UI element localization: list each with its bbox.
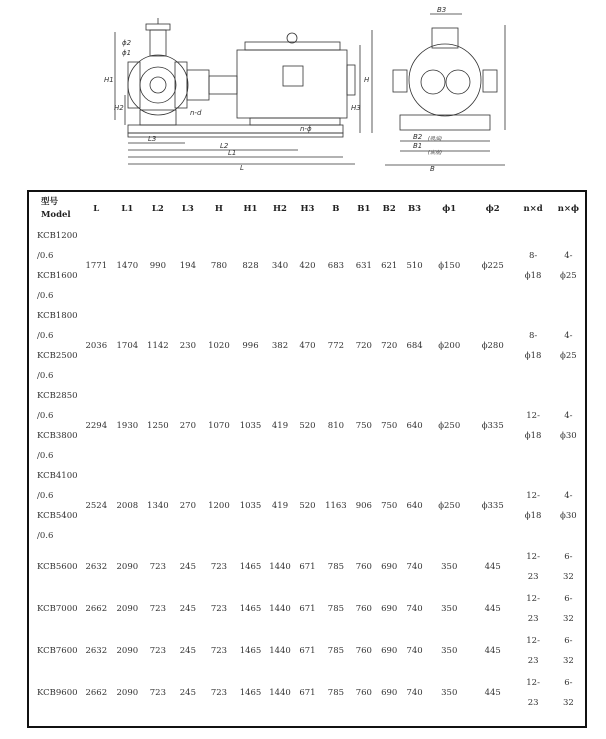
value-cell: 245	[179, 688, 196, 698]
value-cell: 1020	[208, 341, 230, 351]
value-cell: 690	[381, 562, 398, 572]
value-cell: 350	[441, 646, 458, 656]
header-col: B1	[357, 204, 371, 214]
value-cell: 350	[441, 562, 458, 572]
value-cell: 1930	[116, 421, 139, 431]
value-cell: 2090	[116, 646, 139, 656]
value-cell: 671	[299, 646, 316, 656]
value-cell: 350	[441, 604, 458, 614]
value-cell: 740	[406, 646, 423, 656]
model-cell	[29, 226, 81, 306]
label-b1-note: (底座)	[428, 150, 442, 156]
value-cell: 350	[441, 688, 458, 698]
nd-cell	[514, 306, 551, 386]
nphi-line: ϕ25	[560, 271, 577, 281]
value-cell: 990	[149, 261, 166, 271]
value-cell: 760	[355, 562, 372, 572]
nphi-line: ϕ30	[560, 431, 577, 441]
value-cell: 1070	[208, 421, 230, 431]
value-cell: ϕ200	[438, 341, 461, 351]
nphi-line: 32	[562, 572, 574, 582]
value-cell: 419	[271, 421, 289, 431]
value-cell: 445	[484, 562, 501, 572]
model-cell: KCB7000	[37, 604, 78, 614]
model-line: /0.6	[37, 411, 54, 421]
nd-cell	[514, 546, 551, 588]
label-nphi: n-ϕ	[300, 125, 312, 133]
header-model: 型号 Model	[41, 197, 71, 220]
nd-line: 12-	[526, 678, 540, 688]
value-cell: 740	[406, 562, 423, 572]
table-row	[29, 672, 585, 714]
nphi-cell	[552, 546, 585, 588]
label-l1: L1	[228, 149, 237, 157]
header-col: H	[214, 204, 223, 214]
nphi-cell	[552, 588, 585, 630]
nphi-cell	[552, 386, 585, 466]
value-cell: 683	[327, 261, 345, 271]
nd-line: ϕ18	[524, 271, 542, 281]
value-cell: 1035	[239, 501, 262, 511]
header-col: L1	[121, 204, 134, 214]
value-cell: 723	[210, 604, 228, 614]
value-cell: 1465	[239, 562, 262, 572]
value-cell: 780	[210, 261, 228, 271]
model-line: /0.6	[37, 291, 54, 301]
nd-cell	[514, 588, 551, 630]
header-col: n×ϕ	[557, 204, 580, 214]
value-cell: 760	[355, 646, 372, 656]
header-col: ϕ1	[442, 204, 457, 214]
value-cell: ϕ280	[481, 341, 504, 351]
nphi-cell	[552, 672, 585, 714]
value-cell: 2632	[85, 562, 108, 572]
model-line: KCB2850	[37, 391, 78, 401]
table-row	[29, 386, 585, 466]
header-col: L3	[181, 204, 194, 214]
header-col: H3	[300, 204, 315, 214]
label-h2: H2	[114, 104, 124, 112]
value-cell: 2090	[116, 604, 139, 614]
value-cell: 750	[381, 421, 398, 431]
spec-table-frame	[27, 190, 587, 728]
model-line: /0.6	[37, 331, 54, 341]
header-col: L	[93, 204, 100, 214]
model-line: KCB3800	[37, 431, 78, 441]
nphi-cell	[552, 466, 585, 546]
value-cell: 720	[355, 341, 372, 351]
value-cell: ϕ150	[438, 261, 461, 271]
value-cell: 640	[406, 421, 423, 431]
value-cell: 671	[299, 604, 316, 614]
nd-cell	[514, 630, 551, 672]
model-cell	[29, 466, 81, 546]
pump-dimension-drawing	[0, 0, 606, 178]
value-cell: 2662	[85, 604, 108, 614]
header-col: H2	[273, 204, 287, 214]
value-cell: 1465	[239, 646, 262, 656]
value-cell: 671	[299, 688, 316, 698]
header-col: L2	[151, 204, 164, 214]
pump-top-valve	[150, 30, 166, 56]
header-col: H1	[243, 204, 258, 214]
nphi-cell	[552, 226, 585, 306]
value-cell: 785	[327, 562, 345, 572]
value-cell: 194	[179, 261, 196, 271]
value-cell: 510	[406, 261, 423, 271]
header-col: n×d	[523, 204, 543, 214]
nphi-line: 32	[562, 698, 574, 708]
value-cell: 1340	[147, 501, 169, 511]
value-cell: 340	[271, 261, 289, 271]
header-col: B	[332, 204, 340, 214]
model-line: /0.6	[37, 531, 54, 541]
value-cell: 470	[299, 341, 316, 351]
nd-line: 23	[527, 614, 539, 624]
nd-line: 23	[527, 656, 539, 666]
value-cell: 445	[484, 688, 501, 698]
model-line: KCB5400	[37, 511, 78, 521]
nphi-line: 6-	[564, 594, 573, 604]
value-cell: 810	[327, 421, 345, 431]
value-cell: 2294	[85, 421, 108, 431]
value-cell: 245	[179, 646, 196, 656]
model-cell	[29, 306, 81, 386]
value-cell: ϕ335	[481, 501, 504, 511]
coupling	[187, 70, 209, 100]
value-cell: 2632	[85, 646, 108, 656]
nd-line: 12-	[526, 552, 540, 562]
table-row	[29, 588, 585, 630]
value-cell: 419	[271, 501, 289, 511]
label-h3: H3	[351, 104, 361, 112]
table-header-row	[29, 192, 585, 226]
label-h1: H1	[104, 76, 114, 84]
value-cell: 760	[355, 604, 372, 614]
nd-line: 12-	[526, 411, 540, 421]
value-cell: 1440	[269, 688, 291, 698]
label-l: L	[240, 164, 244, 172]
value-cell: 723	[149, 688, 166, 698]
motor	[237, 50, 347, 118]
nd-cell	[514, 672, 551, 714]
label-nd: n-d	[190, 109, 202, 117]
nphi-line: 6-	[564, 636, 573, 646]
value-cell: 750	[381, 501, 398, 511]
nphi-line: 6-	[564, 678, 573, 688]
value-cell: 996	[242, 341, 259, 351]
value-cell: 723	[149, 562, 166, 572]
value-cell: 2036	[85, 341, 108, 351]
nd-line: 8-	[528, 331, 538, 341]
model-line: KCB1800	[37, 311, 78, 321]
value-cell: 1704	[116, 341, 139, 351]
value-cell: ϕ335	[481, 421, 504, 431]
nd-line: 23	[527, 572, 539, 582]
value-cell: 1470	[116, 261, 139, 271]
value-cell: 785	[327, 646, 345, 656]
label-b1: B1	[413, 142, 423, 150]
label-b: B	[430, 165, 435, 173]
value-cell: 684	[406, 341, 423, 351]
nd-line: 23	[527, 698, 539, 708]
nd-line: ϕ18	[524, 511, 542, 521]
label-b2-note: (吸油)	[428, 136, 442, 142]
nphi-line: 6-	[564, 552, 573, 562]
model-line: /0.6	[37, 251, 54, 261]
value-cell: 723	[149, 646, 166, 656]
value-cell: 1440	[269, 646, 291, 656]
value-cell: 906	[355, 501, 372, 511]
value-cell: ϕ250	[438, 421, 461, 431]
nphi-line: 4-	[564, 411, 573, 421]
model-line: KCB4100	[37, 471, 78, 481]
value-cell: 1035	[239, 421, 262, 431]
value-cell: 640	[406, 501, 423, 511]
value-cell: 1163	[325, 501, 347, 511]
label-phi1: ϕ1	[122, 49, 132, 57]
label-b2: B2	[413, 133, 423, 141]
value-cell: 1200	[208, 501, 230, 511]
nd-line: 12-	[526, 491, 540, 501]
model-line: /0.6	[37, 371, 54, 381]
value-cell: 382	[271, 341, 289, 351]
value-cell: 2524	[85, 501, 108, 511]
model-line: KCB1200	[37, 231, 78, 241]
model-cell	[29, 386, 81, 466]
nd-cell	[514, 386, 551, 466]
model-line: /0.6	[37, 451, 54, 461]
table-row	[29, 466, 585, 546]
value-cell: 1440	[269, 562, 291, 572]
nphi-line: 4-	[564, 331, 573, 341]
pump-body	[128, 55, 188, 115]
table-row	[29, 546, 585, 588]
model-cell: KCB5600	[37, 562, 78, 572]
nd-cell	[514, 226, 551, 306]
model-line: /0.6	[37, 491, 54, 501]
nphi-line: ϕ25	[560, 351, 577, 361]
nphi-line: 4-	[564, 251, 573, 261]
front-base	[400, 115, 490, 130]
value-cell: 420	[299, 261, 316, 271]
value-cell: 690	[381, 646, 398, 656]
nd-line: ϕ18	[524, 351, 542, 361]
nphi-cell	[552, 630, 585, 672]
value-cell: 270	[179, 421, 196, 431]
value-cell: 723	[210, 688, 228, 698]
label-h: H	[364, 76, 370, 84]
nd-line: 12-	[526, 636, 540, 646]
value-cell: 621	[381, 261, 398, 271]
value-cell: 1440	[269, 604, 291, 614]
value-cell: 270	[179, 501, 196, 511]
nphi-line: 4-	[564, 491, 573, 501]
value-cell: 785	[327, 604, 345, 614]
value-cell: 760	[355, 688, 372, 698]
nd-cell	[514, 466, 551, 546]
value-cell: 723	[210, 646, 228, 656]
value-cell: 445	[484, 604, 501, 614]
value-cell: 723	[149, 604, 166, 614]
table-row	[29, 306, 585, 386]
model-cell: KCB7600	[37, 646, 78, 656]
nd-line: ϕ18	[524, 431, 542, 441]
header-col: B2	[382, 204, 396, 214]
value-cell: 740	[406, 604, 423, 614]
model-cell: KCB9600	[37, 688, 78, 698]
value-cell: 1465	[239, 604, 262, 614]
value-cell: 520	[299, 501, 316, 511]
label-phi2: ϕ2	[122, 39, 132, 47]
value-cell: 772	[327, 341, 345, 351]
value-cell: 1771	[85, 261, 108, 271]
value-cell: 1250	[147, 421, 169, 431]
value-cell: 828	[242, 261, 259, 271]
value-cell: 245	[179, 562, 196, 572]
value-cell: 690	[381, 604, 398, 614]
value-cell: 785	[327, 688, 345, 698]
spec-table	[29, 192, 585, 714]
nphi-line: ϕ30	[560, 511, 577, 521]
value-cell: 720	[381, 341, 398, 351]
model-line: KCB2500	[37, 351, 78, 361]
value-cell: 671	[299, 562, 316, 572]
label-l2: L2	[220, 142, 229, 150]
nphi-line: 32	[562, 614, 574, 624]
value-cell: 520	[299, 421, 316, 431]
value-cell: 750	[355, 421, 372, 431]
label-b3: B3	[437, 6, 447, 14]
nd-line: 12-	[526, 594, 540, 604]
value-cell: 2090	[116, 562, 139, 572]
value-cell: ϕ250	[438, 501, 461, 511]
value-cell: 230	[179, 341, 196, 351]
header-col: ϕ2	[485, 204, 500, 214]
value-cell: 2090	[116, 688, 139, 698]
value-cell: 740	[406, 688, 423, 698]
value-cell: 631	[355, 261, 372, 271]
table-row	[29, 630, 585, 672]
nphi-cell	[552, 306, 585, 386]
value-cell: 723	[210, 562, 228, 572]
value-cell: 2662	[85, 688, 108, 698]
nphi-line: 32	[562, 656, 574, 666]
value-cell: ϕ225	[481, 261, 504, 271]
value-cell: 445	[484, 646, 501, 656]
value-cell: 690	[381, 688, 398, 698]
table-row	[29, 226, 585, 306]
value-cell: 2008	[116, 501, 139, 511]
value-cell: 1142	[147, 341, 169, 351]
label-l3: L3	[148, 135, 157, 143]
nd-line: 8-	[528, 251, 538, 261]
value-cell: 245	[179, 604, 196, 614]
model-line: KCB1600	[37, 271, 78, 281]
header-col: B3	[408, 204, 422, 214]
value-cell: 1465	[239, 688, 262, 698]
